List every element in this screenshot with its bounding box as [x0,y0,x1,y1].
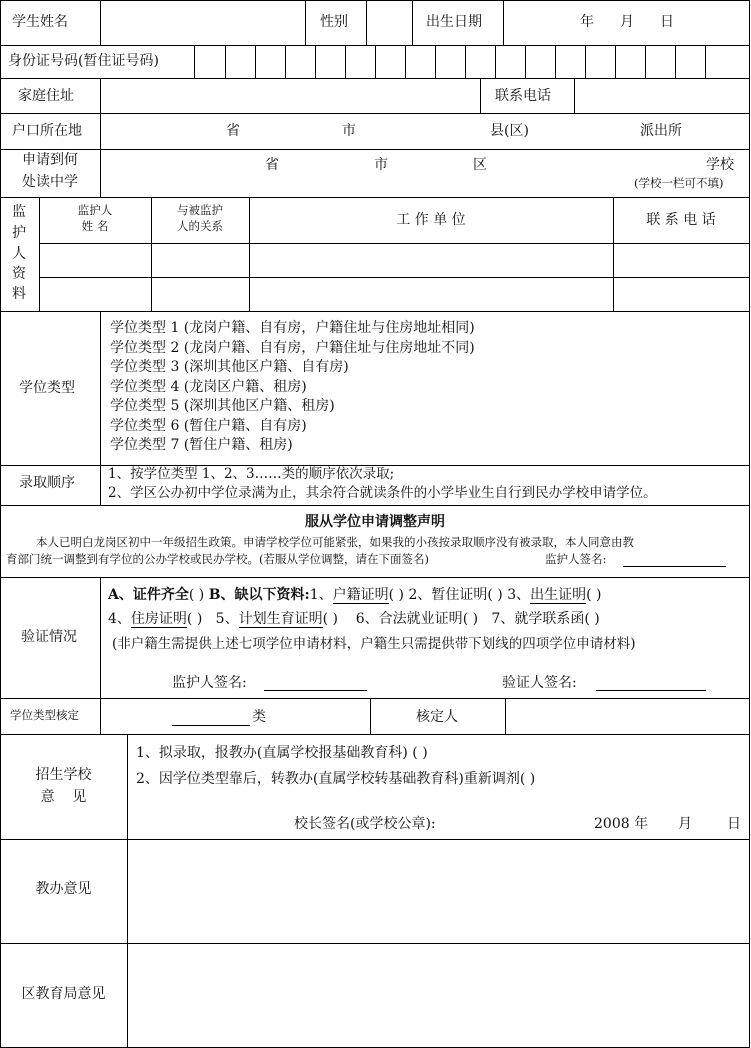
hukou-county: 县(区) [490,123,529,139]
degree-type-item: 学位类型 1 (龙岗户籍、自有房，户籍住址与住房地址相同) [110,320,475,336]
verification-line-1 [108,587,602,604]
school-contact-letter: 7、就学联系函 [491,611,585,627]
verification-label: 验证情况 [21,629,77,645]
rule [525,45,526,78]
apply-school: 学校 [706,157,734,173]
rule [100,311,101,505]
rule [255,45,256,78]
guardian-relation-header-2: 人的关系 [177,219,223,233]
guardian-side-char: 护 [12,225,26,241]
rule [675,45,676,78]
family-planning-proof-checkbox[interactable]: ( ) [322,611,338,627]
declaration-title: 服从学位申请调整声明 [305,514,445,530]
item-number: 1、 [309,587,333,603]
verification-guardian-sign-line[interactable] [264,690,367,691]
guardian-phone-header: 联 系 电 话 [646,212,716,228]
opinion-day: 日 [727,816,741,832]
school-contact-letter-checkbox[interactable]: ( ) [584,611,600,627]
office-opinion-label: 教办意见 [35,881,92,897]
birth-proof: 出生证明 [530,587,587,603]
hukou-label: 户口所在地 [12,123,82,139]
opinion-month: 月 [678,816,692,832]
rule [370,698,371,734]
rule [495,45,496,78]
employment-proof: 6、合法就业证明 [355,611,463,627]
temp-residence-proof: 2、暂住证明 [408,587,488,603]
rule [555,45,556,78]
home-address-label: 家庭住址 [18,88,74,104]
rule [345,45,346,78]
school-opinion-line-2: 2、因学位类型靠后，转教办(直属学校转基础教育科)重新调剂( ) [136,771,536,787]
rule [0,577,750,578]
rule [39,243,750,244]
degree-type-item: 学位类型 3 (深圳其他区户籍、自有房) [110,359,349,375]
contact-phone-label: 联系电话 [495,88,551,104]
hukou-proof: 户籍证明 [332,587,389,603]
guardian-relation-header-1: 与被监护 [177,203,223,217]
apply-school-label-1: 申请到何 [22,152,78,168]
rule [366,0,367,45]
rule [0,149,750,150]
apply-school-label-2: 处读中学 [22,174,78,190]
item-number: 5、 [215,611,239,627]
rule [0,839,750,840]
id-number-label: 身份证号码(暂住证号码) [8,53,159,69]
rule [100,698,101,734]
admission-order-line-1: 1、按学位类型 1、2、3……类的顺序依次录取; [108,466,395,482]
verifier-sign-line[interactable] [596,690,706,691]
degree-type-item: 学位类型 6 (暂住户籍、自有房) [110,418,307,434]
rule [0,505,750,506]
degree-type-label: 学位类型 [19,380,75,396]
rule [405,45,406,78]
declaration-line-1: 本人已明白龙岗区初中一年级招生政策。申请学校学位可能紧张，如果我的小孩按录取顺序没有被录取，本人同意由教 [36,535,634,549]
birth-month-unit: 月 [620,14,634,30]
bureau-opinion-label: 区教育局意见 [21,986,106,1002]
rule [315,45,316,78]
birth-proof-checkbox[interactable]: ( ) [586,587,602,603]
housing-proof: 住房证明 [130,611,187,627]
verification-guardian-sign-label: 监护人签名: [172,675,247,691]
rule [585,45,586,78]
verification-note: (非户籍生需提供上述七项学位申请材料，户籍生只需提供带下划线的四项学位申请材料) [112,636,636,652]
type-class-suffix: 类 [252,709,266,725]
temp-residence-proof-checkbox[interactable]: ( ) [487,587,503,603]
apply-city: 市 [374,157,388,173]
rule [645,45,646,78]
apply-province: 省 [265,157,279,173]
hukou-province: 省 [226,123,240,139]
admission-order-line-2: 2、学区公办初中学位录满为止，其余符合就读条件的小学毕业生自行到民办学校申请学位。 [108,485,657,501]
guardian-side-char: 料 [12,286,26,302]
employment-proof-checkbox[interactable]: ( ) [462,611,479,627]
rule [574,78,575,113]
type-check-label: 学位类型核定 [10,708,79,722]
rule [505,698,506,734]
degree-type-item: 学位类型 5 (深圳其他区户籍、租房) [110,398,335,414]
family-planning-proof: 计划生育证明 [238,611,323,627]
rule [100,0,101,45]
guardian-work-header: 工 作 单 位 [396,212,466,228]
docs-missing-label: B、缺以下资料: [208,587,310,603]
rule [100,78,101,197]
rule [39,277,750,278]
rule [375,45,376,78]
birth-year-unit: 年 [580,14,594,30]
school-opinion-label-2: 意 见 [40,789,87,805]
type-checker-label: 核定人 [416,709,458,725]
guardian-side-char: 监 [12,204,26,220]
guardian-name-header-2: 姓 名 [81,219,109,233]
degree-type-item: 学位类型 7 (暂住户籍、租房) [110,437,293,453]
guardian-side-char: 人 [12,246,26,262]
hukou-proof-checkbox[interactable]: ( ) [388,587,405,603]
rule [0,943,750,944]
rule [480,78,481,113]
docs-complete-label: A、证件齐全 [108,587,189,603]
opinion-year: 2008 年 [594,816,649,832]
guardian-side-char: 资 [12,266,26,282]
housing-proof-checkbox[interactable]: ( ) [186,611,203,627]
birth-date-label: 出生日期 [426,14,482,30]
declaration-line-2: 育部门统一调整到有学位的公办学校或民办学校。(若服从学位调整，请在下面签名) [6,552,429,566]
hukou-police-station: 派出所 [640,123,682,139]
admission-order-label: 录取顺序 [19,475,75,491]
student-name-label: 学生姓名 [12,14,68,30]
rule [435,45,436,78]
degree-type-item: 学位类型 4 (龙岗区户籍、租房) [110,379,307,395]
rule [465,45,466,78]
degree-type-item: 学位类型 2 (龙岗户籍、自有房，户籍住址与住房地址不同) [110,340,475,356]
school-opinion-line-1: 1、拟录取，报教办(直属学校报基础教育科) ( ) [136,745,428,761]
rule [0,113,750,114]
rule [0,197,750,198]
item-number: 4、 [108,611,131,627]
verification-line-2 [108,611,600,628]
docs-complete-checkbox[interactable]: ( ) [188,587,205,603]
declaration-sign-line[interactable] [623,566,726,567]
rule [100,577,101,698]
apply-district: 区 [473,157,487,173]
birth-day-unit: 日 [660,14,674,30]
rule [305,0,306,45]
rule [0,311,750,312]
school-opinion-label-1: 招生学校 [35,767,92,783]
rule [0,734,750,735]
gender-label: 性别 [320,14,348,30]
rule [194,45,195,78]
rule [285,45,286,78]
rule [705,45,706,78]
rule [127,734,128,1048]
apply-school-note: (学校一栏可不填) [634,176,724,190]
rule [0,698,750,699]
type-class-blank[interactable] [172,725,250,726]
rule [225,45,226,78]
hukou-city: 市 [342,123,356,139]
declaration-sign-label: 监护人签名: [545,552,607,566]
rule [615,45,616,78]
rule [0,78,750,79]
guardian-name-header-1: 监护人 [77,203,113,217]
principal-sign-label: 校长签名(或学校公章): [294,816,436,832]
verifier-sign-label: 验证人签名: [502,675,577,691]
item-number: 3、 [507,587,531,603]
rule [412,0,413,45]
rule [0,0,750,1]
rule [503,0,504,45]
